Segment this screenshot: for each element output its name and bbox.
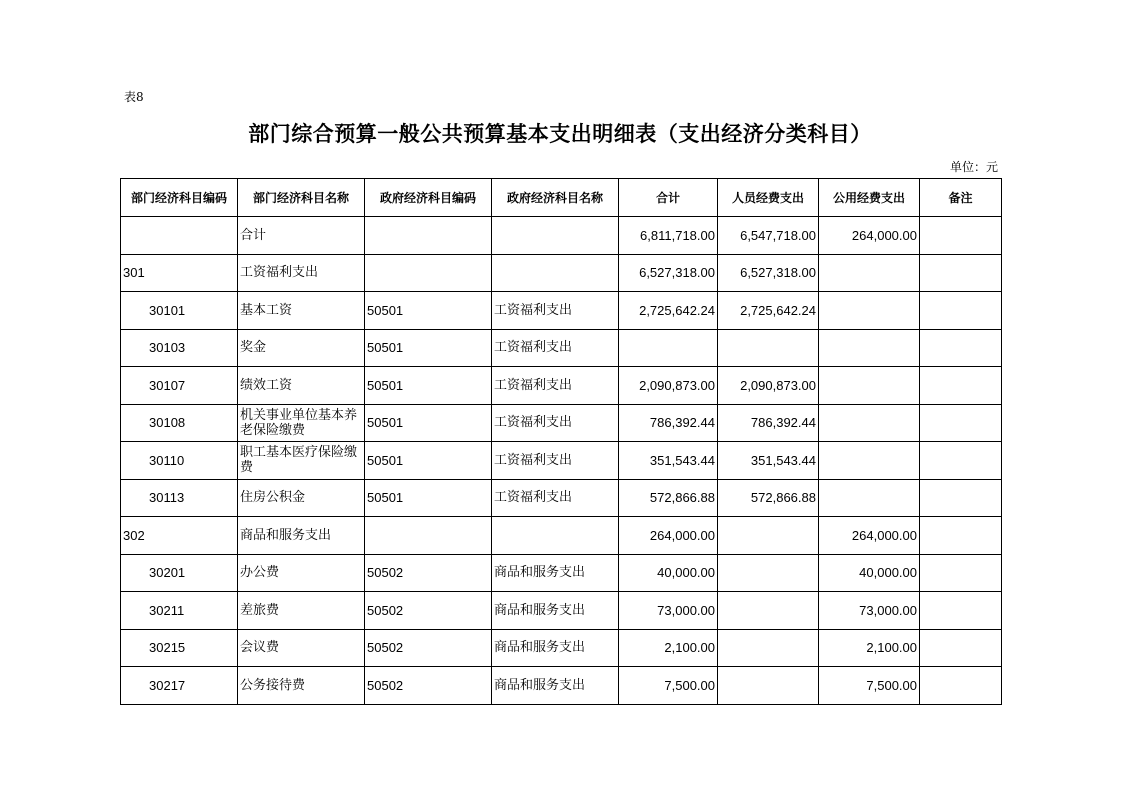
dept-code-cell: 30103 xyxy=(121,329,238,367)
personnel-cell xyxy=(718,667,819,705)
dept-code-cell: 30217 xyxy=(121,667,238,705)
page-title: 部门综合预算一般公共预算基本支出明细表（支出经济分类科目） xyxy=(248,122,872,146)
header-dept-code: 部门经济科目编码 xyxy=(121,179,238,217)
note-cell xyxy=(920,217,1002,255)
dept-name-cell: 绩效工资 xyxy=(238,367,365,405)
dept-code-cell: 30110 xyxy=(121,442,238,480)
public-cell: 7,500.00 xyxy=(819,667,920,705)
gov-name-cell: 商品和服务支出 xyxy=(492,667,619,705)
total-cell: 2,100.00 xyxy=(619,629,718,667)
dept-name-cell: 合计 xyxy=(238,217,365,255)
table-row xyxy=(121,404,1002,442)
total-cell xyxy=(619,329,718,367)
gov-name-cell: 工资福利支出 xyxy=(492,292,619,330)
dept-name-cell: 机关事业单位基本养老保险缴费 xyxy=(238,404,365,442)
table-row xyxy=(121,667,1002,705)
note-cell xyxy=(920,404,1002,442)
table-row xyxy=(121,554,1002,592)
total-cell: 351,543.44 xyxy=(619,442,718,480)
dept-code-cell xyxy=(121,217,238,255)
public-cell xyxy=(819,329,920,367)
dept-code-cell: 30215 xyxy=(121,629,238,667)
gov-name-cell xyxy=(492,254,619,292)
gov-code-cell: 50502 xyxy=(365,592,492,630)
total-cell: 40,000.00 xyxy=(619,554,718,592)
gov-name-cell xyxy=(492,517,619,555)
public-cell xyxy=(819,292,920,330)
dept-name-cell: 职工基本医疗保险缴费 xyxy=(238,442,365,480)
gov-code-cell: 50501 xyxy=(365,442,492,480)
header-dept-name: 部门经济科目名称 xyxy=(238,179,365,217)
gov-code-cell xyxy=(365,517,492,555)
public-cell xyxy=(819,442,920,480)
gov-code-cell: 50501 xyxy=(365,479,492,517)
note-cell xyxy=(920,292,1002,330)
budget-detail-table xyxy=(120,178,1002,705)
personnel-cell: 2,725,642.24 xyxy=(718,292,819,330)
gov-name-cell: 商品和服务支出 xyxy=(492,554,619,592)
unit-label: 单位：元 xyxy=(949,160,998,174)
personnel-cell: 2,090,873.00 xyxy=(718,367,819,405)
total-cell: 786,392.44 xyxy=(619,404,718,442)
dept-name-cell: 商品和服务支出 xyxy=(238,517,365,555)
gov-name-cell xyxy=(492,217,619,255)
public-cell xyxy=(819,254,920,292)
dept-code-cell: 30113 xyxy=(121,479,238,517)
dept-name-cell: 基本工资 xyxy=(238,292,365,330)
note-cell xyxy=(920,442,1002,480)
table-row xyxy=(121,517,1002,555)
dept-name-cell: 住房公积金 xyxy=(238,479,365,517)
gov-code-cell: 50501 xyxy=(365,292,492,330)
table-row xyxy=(121,592,1002,630)
table-row xyxy=(121,254,1002,292)
table-number-label: 表8 xyxy=(124,90,144,104)
personnel-cell xyxy=(718,329,819,367)
note-cell xyxy=(920,592,1002,630)
total-cell: 2,725,642.24 xyxy=(619,292,718,330)
dept-code-cell: 301 xyxy=(121,254,238,292)
header-personnel: 人员经费支出 xyxy=(718,179,819,217)
gov-name-cell: 工资福利支出 xyxy=(492,442,619,480)
gov-name-cell: 工资福利支出 xyxy=(492,479,619,517)
header-gov-code: 政府经济科目编码 xyxy=(365,179,492,217)
public-cell: 40,000.00 xyxy=(819,554,920,592)
table-row xyxy=(121,329,1002,367)
public-cell xyxy=(819,404,920,442)
note-cell xyxy=(920,517,1002,555)
personnel-cell xyxy=(718,517,819,555)
public-cell: 264,000.00 xyxy=(819,217,920,255)
table-row xyxy=(121,442,1002,480)
dept-code-cell: 30201 xyxy=(121,554,238,592)
header-total: 合计 xyxy=(619,179,718,217)
dept-name-cell: 公务接待费 xyxy=(238,667,365,705)
personnel-cell: 572,866.88 xyxy=(718,479,819,517)
dept-code-cell: 30211 xyxy=(121,592,238,630)
note-cell xyxy=(920,629,1002,667)
note-cell xyxy=(920,367,1002,405)
gov-code-cell: 50501 xyxy=(365,367,492,405)
gov-code-cell: 50501 xyxy=(365,404,492,442)
note-cell xyxy=(920,329,1002,367)
note-cell xyxy=(920,554,1002,592)
gov-code-cell: 50502 xyxy=(365,629,492,667)
table-row xyxy=(121,367,1002,405)
total-cell: 264,000.00 xyxy=(619,517,718,555)
dept-code-cell: 30107 xyxy=(121,367,238,405)
personnel-cell xyxy=(718,592,819,630)
header-public: 公用经费支出 xyxy=(819,179,920,217)
public-cell: 73,000.00 xyxy=(819,592,920,630)
public-cell: 264,000.00 xyxy=(819,517,920,555)
total-cell: 73,000.00 xyxy=(619,592,718,630)
personnel-cell xyxy=(718,629,819,667)
note-cell xyxy=(920,479,1002,517)
dept-name-cell: 工资福利支出 xyxy=(238,254,365,292)
header-note: 备注 xyxy=(920,179,1002,217)
personnel-cell xyxy=(718,554,819,592)
gov-name-cell: 工资福利支出 xyxy=(492,367,619,405)
total-cell: 572,866.88 xyxy=(619,479,718,517)
dept-name-cell: 会议费 xyxy=(238,629,365,667)
total-cell: 6,527,318.00 xyxy=(619,254,718,292)
table-row xyxy=(121,479,1002,517)
personnel-cell: 6,547,718.00 xyxy=(718,217,819,255)
public-cell xyxy=(819,479,920,517)
personnel-cell: 786,392.44 xyxy=(718,404,819,442)
table-header-row xyxy=(121,179,1002,217)
dept-name-cell: 办公费 xyxy=(238,554,365,592)
gov-name-cell: 商品和服务支出 xyxy=(492,592,619,630)
dept-code-cell: 302 xyxy=(121,517,238,555)
note-cell xyxy=(920,667,1002,705)
total-cell: 2,090,873.00 xyxy=(619,367,718,405)
personnel-cell: 6,527,318.00 xyxy=(718,254,819,292)
public-cell xyxy=(819,367,920,405)
total-cell: 7,500.00 xyxy=(619,667,718,705)
table-row xyxy=(121,292,1002,330)
public-cell: 2,100.00 xyxy=(819,629,920,667)
gov-name-cell: 商品和服务支出 xyxy=(492,629,619,667)
gov-code-cell: 50502 xyxy=(365,554,492,592)
table-row xyxy=(121,629,1002,667)
dept-name-cell: 奖金 xyxy=(238,329,365,367)
gov-code-cell xyxy=(365,217,492,255)
dept-code-cell: 30108 xyxy=(121,404,238,442)
gov-code-cell xyxy=(365,254,492,292)
gov-code-cell: 50501 xyxy=(365,329,492,367)
table-row xyxy=(121,217,1002,255)
total-cell: 6,811,718.00 xyxy=(619,217,718,255)
personnel-cell: 351,543.44 xyxy=(718,442,819,480)
note-cell xyxy=(920,254,1002,292)
gov-name-cell: 工资福利支出 xyxy=(492,329,619,367)
dept-code-cell: 30101 xyxy=(121,292,238,330)
dept-name-cell: 差旅费 xyxy=(238,592,365,630)
gov-name-cell: 工资福利支出 xyxy=(492,404,619,442)
gov-code-cell: 50502 xyxy=(365,667,492,705)
header-gov-name: 政府经济科目名称 xyxy=(492,179,619,217)
